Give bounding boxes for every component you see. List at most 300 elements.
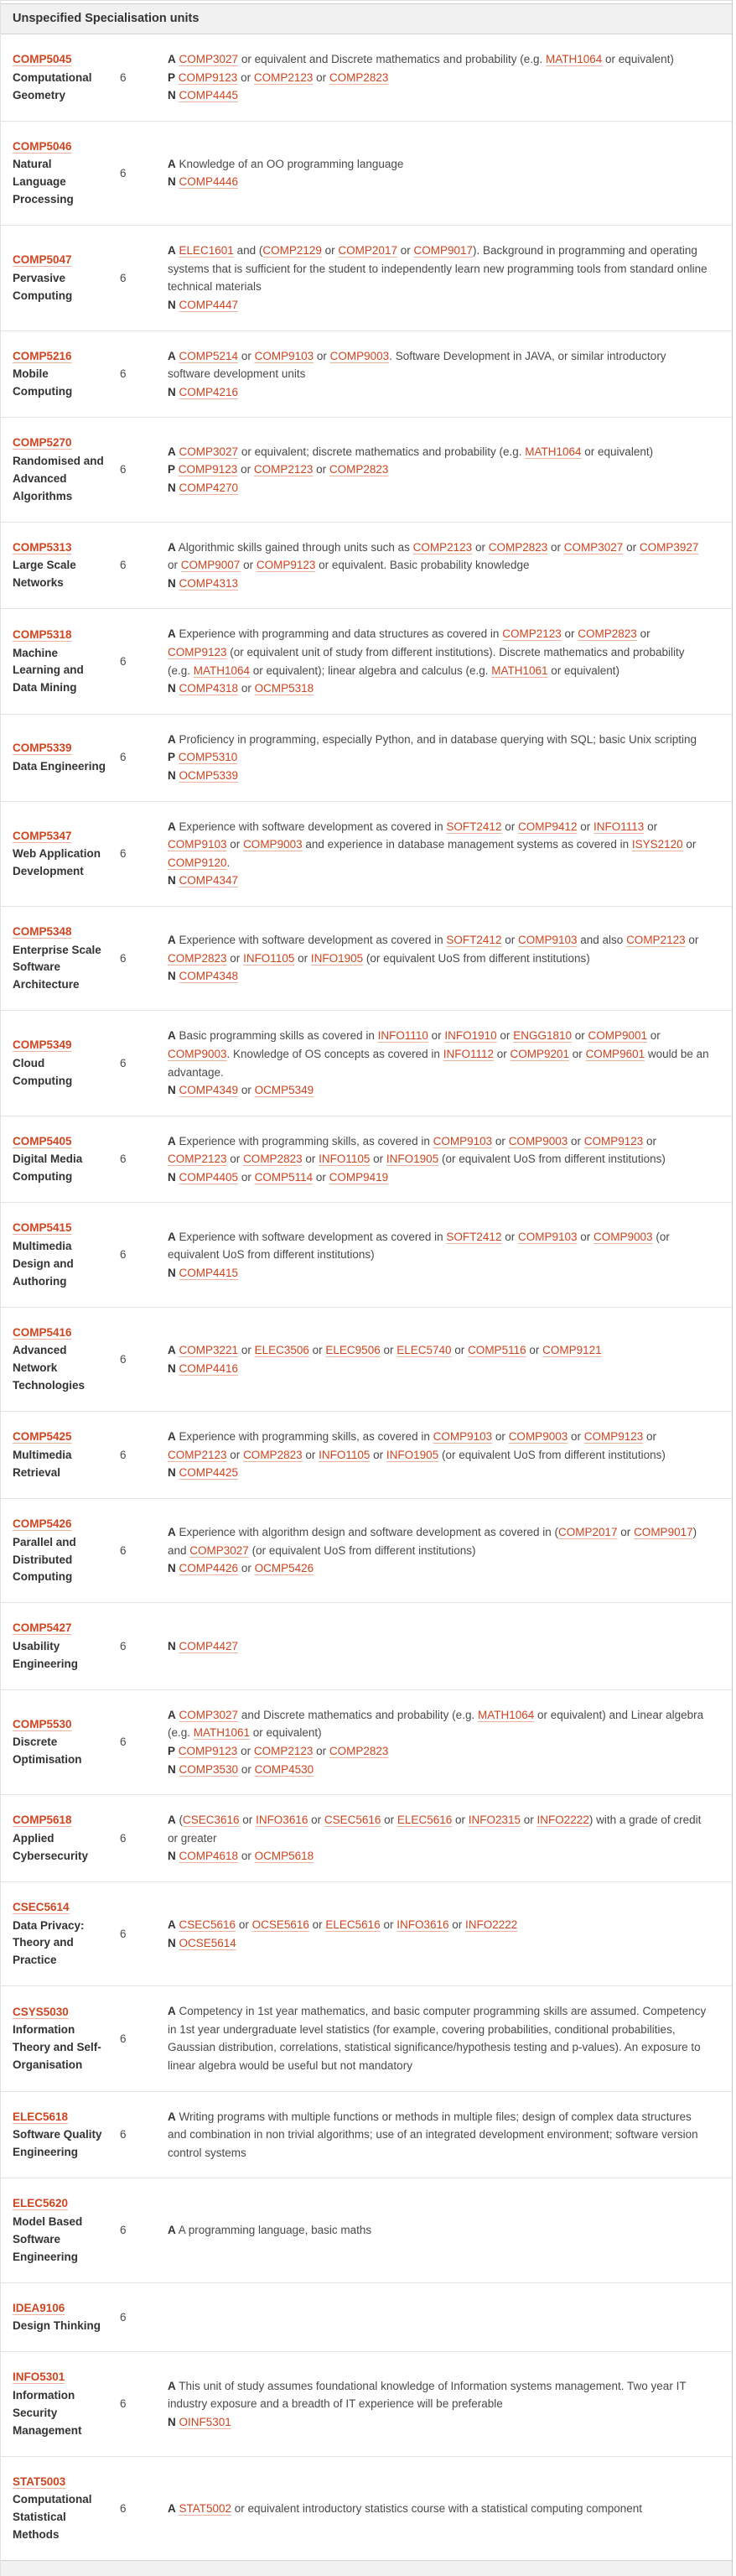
unit-code-link[interactable]: COMP5425 [13, 1430, 72, 1444]
unit-link[interactable]: COMP9123 [583, 1134, 644, 1147]
unit-link[interactable]: COMP9121 [542, 1343, 602, 1356]
unit-link[interactable]: COMP3027 [179, 53, 239, 65]
unit-link[interactable]: COMP4618 [179, 1850, 239, 1863]
unit-link[interactable]: COMP9017 [413, 244, 474, 258]
unit-requisites: A Algorithmic skills gained through units such as COMP2123 or COMP2823 or COMP3027 or COMP3927 or COMP9007 or COMP9123 or equivalent. Basic probability knowledge N COMP4313 [168, 540, 699, 590]
requisite-type-label: N [168, 682, 176, 695]
unit-link[interactable]: INFO3616 [256, 1814, 308, 1827]
unit-link[interactable]: COMP4425 [179, 1466, 239, 1480]
unit-credit-points: 6 [120, 951, 127, 965]
unit-link[interactable]: INFO1105 [243, 951, 295, 965]
requisite-type-label: N [168, 1361, 176, 1375]
requisite-type-label: A [168, 1918, 176, 1932]
unit-name: Computational Geometry [13, 70, 92, 101]
unit-link[interactable]: INFO1105 [319, 1153, 371, 1166]
unit-link[interactable]: COMP3027 [189, 1543, 249, 1557]
unit-link[interactable]: COMP9003 [168, 1047, 227, 1060]
requisite-type-label: A [168, 540, 176, 554]
requisite-type-label: A [168, 2110, 176, 2123]
requisite-type-label: A [168, 2005, 176, 2018]
unit-row [1, 226, 732, 330]
unit-link[interactable]: MATH1064 [546, 53, 603, 65]
unit-link[interactable]: COMP9103 [168, 838, 227, 851]
unit-link[interactable]: OCMP5618 [254, 1850, 314, 1863]
unit-credit-points: 6 [120, 2032, 127, 2045]
unit-name: Information Theory and Self-Organisation [13, 2023, 101, 2072]
unit-code-cell [1, 331, 111, 418]
unit-name: Natural Language Processing [13, 158, 74, 206]
unit-link[interactable]: COMP3927 [639, 540, 699, 554]
unit-code-link[interactable]: COMP5348 [13, 924, 72, 938]
requisite-type-label: A [168, 445, 176, 458]
unit-link[interactable]: INFO1905 [386, 1153, 439, 1166]
unit-code-link[interactable]: COMP5618 [13, 1814, 72, 1827]
unit-code-cell [1, 1603, 111, 1689]
requisite-type-label: P [168, 70, 176, 84]
unit-link[interactable]: INFO2315 [468, 1814, 521, 1827]
unit-code-link[interactable]: COMP5047 [13, 253, 72, 267]
unit-link[interactable]: OCMP5349 [254, 1084, 314, 1097]
unit-credit-points: 6 [120, 166, 127, 180]
unit-link[interactable]: COMP2823 [329, 1744, 389, 1757]
unit-link[interactable]: COMP4447 [179, 298, 239, 311]
requisite-type-label: N [168, 1639, 176, 1652]
unit-link[interactable]: COMP2823 [168, 951, 227, 965]
unit-code-cell [1, 418, 111, 521]
unit-credit-points: 6 [120, 2501, 127, 2515]
unit-credit-points: 6 [120, 367, 127, 381]
unit-link[interactable]: COMP9003 [593, 1230, 653, 1243]
unit-link[interactable]: COMP9003 [508, 1134, 568, 1147]
unit-requisites: A Experience with programming skills, as covered in COMP9103 or COMP9003 or COMP9123 or COMP2123 or COMP2823 or INFO1105 or INFO1905 (or equivalent UoS from different institutions) N COMP4425 [168, 1430, 666, 1480]
unit-name: Computational Statistical Methods [13, 2493, 92, 2542]
unit-row [1, 1499, 732, 1603]
unit-row [1, 34, 732, 122]
unit-link[interactable]: COMP9103 [517, 1230, 578, 1243]
unit-credit-points: 6 [120, 2397, 127, 2411]
requisite-type-label: A [168, 53, 176, 65]
unit-link[interactable]: COMP9103 [433, 1430, 493, 1444]
unit-credit-points: 6 [120, 1831, 127, 1845]
unit-requisites: A COMP3027 or equivalent and Discrete mathematics and probability (e.g. MATH1064 or equivalent) P COMP9123 or COMP2123 or COMP2823 N COMP4445 [168, 53, 674, 102]
unit-link[interactable]: CSEC3616 [183, 1814, 240, 1827]
unit-link[interactable]: COMP2123 [253, 463, 314, 476]
unit-code-link[interactable]: COMP5427 [13, 1621, 72, 1635]
unit-link[interactable]: SOFT2412 [446, 1230, 502, 1243]
requisite-type-label: A [168, 820, 176, 833]
unit-requisites: A Knowledge of an OO programming language N COMP4446 [168, 157, 404, 189]
requisite-type-label: N [168, 2415, 176, 2428]
unit-code-link[interactable]: IDEA9106 [13, 2301, 65, 2314]
requisite-type-label: N [168, 385, 176, 398]
unit-credit-points: 6 [120, 846, 127, 860]
unit-name: Software Quality Engineering [13, 2128, 102, 2159]
unit-link[interactable]: COMP9003 [508, 1430, 568, 1444]
unit-link[interactable]: OCMP5318 [254, 682, 314, 695]
unit-link[interactable]: COMP2123 [253, 70, 314, 84]
unit-row [1, 2457, 732, 2560]
unit-row [1, 1203, 732, 1307]
requisite-type-label: A [168, 2379, 176, 2392]
unit-link[interactable]: COMP4216 [179, 385, 239, 398]
unit-requisites: A COMP5214 or COMP9103 or COMP9003. Software Development in JAVA, or similar introductory software development units N COMP4216 [168, 349, 666, 398]
unit-name: Digital Media Computing [13, 1153, 83, 1184]
requisite-type-label: A [168, 1430, 176, 1444]
unit-link[interactable]: ELEC5616 [397, 1814, 453, 1827]
unit-code-cell [1, 907, 111, 1010]
requisite-type-label: P [168, 751, 176, 764]
unit-credit-points: 6 [120, 2224, 127, 2237]
unit-link[interactable]: COMP9123 [178, 1744, 238, 1757]
unit-link[interactable]: ELEC1601 [179, 244, 234, 258]
unit-link[interactable]: COMP9123 [168, 646, 227, 659]
unit-name: Randomised and Advanced Algorithms [13, 454, 104, 502]
unit-code-link[interactable]: CSYS5030 [13, 2005, 69, 2018]
unit-link[interactable]: COMP9001 [588, 1029, 648, 1043]
unit-code-cell [1, 1499, 111, 1602]
unit-link[interactable]: ELEC3506 [254, 1343, 309, 1356]
unit-link[interactable]: ELEC5740 [397, 1343, 452, 1356]
requisite-type-label: A [168, 1526, 176, 1539]
unit-row [1, 2283, 732, 2353]
unit-credit-points: 6 [120, 1639, 127, 1652]
unit-link[interactable]: COMP4416 [179, 1361, 239, 1375]
unit-link[interactable]: COMP9123 [583, 1430, 644, 1444]
requisite-type-label: N [168, 481, 176, 494]
unit-link[interactable]: COMP4347 [179, 874, 239, 887]
unit-name: Design Thinking [13, 2319, 101, 2333]
unit-code-cell [1, 1203, 111, 1306]
unit-requisites: A Experience with software development as covered in SOFT2412 or COMP9103 and also COMP2123 or COMP2823 or INFO1105 or INFO1905 (or equivalent UoS from different institutions) N COMP4348 [168, 934, 699, 983]
unit-link[interactable]: COMP5116 [468, 1343, 526, 1356]
unit-link[interactable]: OCMP5339 [179, 769, 239, 782]
requisite-type-label: N [168, 769, 176, 782]
requisite-type-label: N [168, 298, 176, 311]
unit-link[interactable]: COMP2123 [412, 540, 473, 554]
requisite-type-label: A [168, 244, 176, 258]
requisite-type-label: A [168, 1343, 176, 1356]
unit-link[interactable]: COMP2823 [329, 70, 389, 84]
unit-link[interactable]: COMP9120 [168, 856, 227, 869]
unit-code-link[interactable]: COMP5045 [13, 53, 72, 66]
unit-link[interactable]: INFO3616 [397, 1918, 449, 1932]
unit-code-link[interactable]: INFO5301 [13, 2370, 65, 2384]
unit-link[interactable]: COMP5114 [254, 1170, 314, 1184]
unit-link[interactable]: COMP2823 [329, 463, 389, 476]
unit-link[interactable]: COMP9103 [517, 934, 578, 947]
unit-link[interactable]: CSEC5616 [179, 1918, 236, 1932]
unit-link[interactable]: COMP9103 [433, 1134, 493, 1147]
requisite-type-label: A [168, 1029, 176, 1043]
unit-link[interactable]: ISYS2120 [631, 838, 683, 851]
unit-code-cell [1, 1116, 111, 1203]
unit-code-cell [1, 1690, 111, 1794]
unit-credit-points: 6 [120, 1056, 127, 1069]
requisite-type-label: N [168, 874, 176, 887]
unit-row [1, 1882, 732, 1986]
unit-link[interactable]: CSEC5616 [324, 1814, 381, 1827]
unit-code-cell [1, 1882, 111, 1985]
unit-link[interactable]: COMP4446 [179, 175, 239, 189]
unit-link[interactable]: COMP2123 [502, 627, 562, 641]
unit-row [1, 331, 732, 419]
unit-link[interactable]: SOFT2412 [446, 934, 502, 947]
unit-name: Discrete Optimisation [13, 1736, 82, 1767]
unit-code-cell [1, 1795, 111, 1881]
unit-row [1, 1986, 732, 2091]
unit-code-link[interactable]: COMP5347 [13, 829, 72, 842]
requisite-type-label: P [168, 1744, 176, 1757]
unit-code-cell [1, 34, 111, 121]
requisite-type-label: N [168, 1850, 176, 1863]
unit-credit-points: 6 [120, 1543, 127, 1557]
requisite-type-label: N [168, 970, 176, 983]
requisite-type-label: A [168, 1134, 176, 1147]
unit-requisites: A Experience with algorithm design and software development as covered in (COMP2017 or COMP9017) and COMP3027 (or equivalent UoS from different institutions) N COMP4426 or OCMP5426 [168, 1526, 697, 1575]
unit-link[interactable]: COMP4405 [179, 1170, 239, 1184]
unit-requisites: A A programming language, basic maths [168, 2224, 372, 2237]
unit-code-link[interactable]: COMP5530 [13, 1717, 72, 1730]
unit-link[interactable]: COMP3221 [179, 1343, 239, 1356]
unit-code-cell [1, 2178, 111, 2282]
unit-link[interactable]: COMP4270 [179, 481, 239, 494]
unit-row [1, 2352, 732, 2456]
unit-credit-points: 6 [120, 1352, 127, 1366]
unit-link[interactable]: INFO1112 [443, 1047, 494, 1060]
unit-row [1, 1011, 732, 1116]
unit-row [1, 907, 732, 1011]
unit-link[interactable]: COMP9419 [329, 1170, 389, 1184]
unit-name: Multimedia Retrieval [13, 1448, 72, 1479]
unit-link[interactable]: OCMP5426 [254, 1562, 314, 1575]
requisite-type-label: A [168, 1230, 176, 1243]
unit-name: Pervasive Computing [13, 271, 73, 302]
unit-row [1, 122, 732, 226]
unit-requisites [158, 1603, 732, 1689]
next-section-header-partial [1, 2560, 732, 2576]
unit-credit-points: 6 [120, 70, 127, 84]
unit-requisites: A Proficiency in programming, especially Python, and in database querying with SQL; basic Unix scripting P COMP5310 N OCMP5339 [168, 732, 697, 782]
unit-requisites: A COMP3027 and Discrete mathematics and probability (e.g. MATH1064 or equivalent) and Linear algebra (e.g. MATH1061 or equivalent) P COMP9123 or COMP2123 or COMP2823 N COMP3530 or COMP4530 [168, 1708, 704, 1776]
unit-link[interactable]: MATH1061 [491, 664, 548, 677]
unit-code-link[interactable]: COMP5046 [13, 139, 72, 153]
unit-name: Applied Cybersecurity [13, 1831, 89, 1862]
unit-code-cell [1, 523, 111, 609]
unit-link[interactable]: COMP2017 [338, 244, 397, 258]
unit-name: Information Security Management [13, 2388, 82, 2437]
unit-link[interactable]: OCSE5614 [179, 1936, 236, 1949]
unit-credit-points: 6 [120, 1736, 127, 1749]
requisite-type-label: N [168, 1562, 176, 1575]
unit-code-link[interactable]: COMP5313 [13, 540, 72, 554]
unit-link[interactable]: ENGG1810 [513, 1029, 572, 1043]
requisite-type-label: A [168, 2224, 176, 2237]
section-title: Unspecified Specialisation units [13, 12, 200, 25]
unit-link[interactable]: COMP9007 [180, 559, 241, 572]
unit-code-link[interactable]: ELEC5618 [13, 2110, 69, 2123]
unit-row [1, 523, 732, 610]
unit-code-cell [1, 1412, 111, 1498]
unit-credit-points: 6 [120, 1448, 127, 1461]
requisite-type-label: N [168, 1762, 176, 1776]
unit-link[interactable]: INFO1113 [593, 820, 645, 833]
unit-requisites: A Basic programming skills as covered in INFO1110 or INFO1910 or ENGG1810 or COMP9001 or COMP9003. Knowledge of OS concepts as covered in INFO1112 or COMP9201 or COMP9601 would be an advantage. N COMP4349 or OCMP5349 [168, 1029, 709, 1097]
requisite-type-label: A [168, 627, 176, 641]
unit-name: Large Scale Networks [13, 559, 76, 590]
unit-link[interactable]: COMP2823 [578, 627, 637, 641]
unit-link[interactable]: COMP2123 [168, 1153, 227, 1166]
unit-link[interactable]: COMP2123 [626, 934, 686, 947]
unit-link[interactable]: COMP9103 [254, 349, 314, 362]
unit-credit-points: 6 [120, 2128, 127, 2141]
unit-link[interactable]: COMP9412 [517, 820, 578, 833]
unit-link[interactable]: MATH1061 [193, 1726, 251, 1740]
unit-code-cell [1, 1986, 111, 2090]
unit-code-cell [1, 2092, 111, 2178]
unit-link[interactable]: COMP3027 [179, 1708, 239, 1721]
unit-row [1, 1116, 732, 1204]
unit-row [1, 2092, 732, 2179]
unit-name: Parallel and Distributed Computing [13, 1535, 76, 1584]
requisite-type-label: A [168, 2501, 176, 2515]
unit-link[interactable]: COMP4415 [179, 1266, 239, 1279]
unit-name: Data Engineering [13, 760, 106, 773]
unit-name: Mobile Computing [13, 367, 73, 398]
requisite-type-label: N [168, 1170, 176, 1184]
unit-link[interactable]: COMP4530 [254, 1762, 314, 1776]
unit-link[interactable]: MATH1064 [525, 445, 582, 458]
section-header [1, 4, 732, 34]
unit-link[interactable]: COMP2017 [558, 1526, 618, 1539]
unit-requisites: A STAT5002 or equivalent introductory statistics course with a statistical computing component [168, 2501, 643, 2515]
unit-link[interactable]: COMP4313 [179, 576, 239, 590]
unit-code-link[interactable]: CSEC5614 [13, 1900, 70, 1913]
unit-code-link[interactable]: COMP5270 [13, 436, 72, 450]
unit-row [1, 1603, 732, 1689]
unit-name: Usability Engineering [13, 1639, 79, 1670]
unit-link[interactable]: COMP3530 [179, 1762, 239, 1776]
unit-code-cell [1, 2457, 111, 2560]
unit-row [1, 1795, 732, 1882]
unit-link[interactable]: COMP2823 [488, 540, 548, 554]
unit-code-link[interactable]: COMP5415 [13, 1221, 72, 1235]
unit-link[interactable]: COMP4426 [179, 1562, 239, 1575]
unit-credit-points: 6 [120, 271, 127, 284]
unit-code-link[interactable]: COMP5216 [13, 349, 72, 362]
unit-link[interactable]: COMP9017 [634, 1526, 693, 1539]
unit-code-link[interactable]: COMP5405 [13, 1134, 72, 1147]
unit-code-link[interactable]: COMP5339 [13, 742, 72, 755]
requisite-type-label: A [168, 349, 176, 362]
unit-name: Machine Learning and Data Mining [13, 646, 84, 695]
unit-code-link[interactable]: ELEC5620 [13, 2197, 69, 2210]
unit-name: Web Application Development [13, 847, 101, 878]
unit-link[interactable]: COMP9601 [585, 1047, 645, 1060]
unit-name: Data Privacy: Theory and Practice [13, 1918, 85, 1967]
unit-link[interactable]: COMP5214 [179, 349, 239, 362]
unit-code-cell [1, 122, 111, 225]
unit-link[interactable]: INFO1110 [377, 1029, 428, 1043]
unit-link[interactable]: COMP9201 [510, 1047, 570, 1060]
unit-code-link[interactable]: COMP5318 [13, 627, 72, 641]
requisite-type-label: N [168, 89, 176, 102]
unit-link[interactable]: COMP2123 [253, 1744, 314, 1757]
unit-code-cell [1, 1308, 111, 1411]
unit-link[interactable]: INFO2222 [536, 1814, 589, 1827]
unit-code-cell [1, 1011, 111, 1115]
unit-requisites: A Competency in 1st year mathematics, and basic computer programming skills are assumed. Competency in 1st year undergraduate level statistics (for example, covering probabilities, conditional probabilities, Gaussian distribution, correlations, statistical significance/hypothesis testing and p-values). An exposure to linear algebra would be useful but not mandatory [168, 2005, 707, 2073]
unit-code-link[interactable]: COMP5426 [13, 1517, 72, 1530]
unit-link[interactable]: INFO1905 [386, 1448, 439, 1461]
unit-rows-container [1, 34, 732, 2560]
requisite-type-label: P [168, 463, 176, 476]
unit-link[interactable]: COMP2823 [243, 1153, 303, 1166]
unit-requisites: A COMP3027 or equivalent; discrete mathematics and probability (e.g. MATH1064 or equivalent) P COMP9123 or COMP2123 or COMP2823 N COMP4270 [168, 445, 654, 494]
unit-name: Advanced Network Technologies [13, 1344, 86, 1392]
unit-link[interactable]: ELEC9506 [325, 1343, 381, 1356]
requisite-type-label: A [168, 934, 176, 947]
unit-code-cell [1, 609, 111, 713]
unit-link[interactable]: SOFT2412 [446, 820, 502, 833]
unit-code-cell [1, 226, 111, 330]
unit-code-cell [1, 2352, 111, 2455]
unit-link[interactable]: COMP4348 [179, 970, 239, 983]
requisite-type-label: A [168, 1814, 176, 1827]
requisite-type-label: N [168, 1084, 176, 1097]
unit-link[interactable]: COMP9003 [329, 349, 390, 362]
unit-credit-points: 6 [120, 463, 127, 476]
unit-link[interactable]: COMP9123 [178, 463, 238, 476]
unit-link[interactable]: COMP2129 [262, 244, 322, 258]
unit-link[interactable]: COMP4349 [179, 1084, 239, 1097]
requisite-type-label: N [168, 1466, 176, 1480]
unit-code-link[interactable]: COMP5349 [13, 1038, 72, 1052]
unit-link[interactable]: COMP4445 [179, 89, 239, 102]
unit-link[interactable]: COMP2823 [243, 1448, 303, 1461]
unit-requisites: A (CSEC3616 or INFO3616 or CSEC5616 or ELEC5616 or INFO2315 or INFO2222) with a grade of credit or greater N COMP4618 or OCMP5618 [168, 1814, 702, 1863]
unit-link[interactable]: INFO2222 [465, 1918, 518, 1932]
unit-link[interactable]: COMP9123 [178, 70, 238, 84]
unit-link[interactable]: INFO1905 [310, 951, 364, 965]
unit-requisites: A COMP3221 or ELEC3506 or ELEC9506 or ELEC5740 or COMP5116 or COMP9121 N COMP4416 [168, 1343, 602, 1375]
unit-link[interactable]: OINF5301 [179, 2415, 231, 2428]
unit-link[interactable]: COMP3027 [179, 445, 239, 458]
unit-link[interactable]: COMP4427 [179, 1639, 239, 1652]
unit-link[interactable]: MATH1064 [477, 1708, 535, 1721]
unit-code-link[interactable]: STAT5003 [13, 2475, 66, 2488]
unit-row [1, 418, 732, 522]
unit-link[interactable]: COMP9003 [243, 838, 303, 851]
requisite-type-label: N [168, 1266, 176, 1279]
unit-link[interactable]: COMP4318 [179, 682, 239, 695]
unit-link[interactable]: OCSE5616 [251, 1918, 309, 1932]
unit-credit-points: 6 [120, 2310, 127, 2324]
unit-code-link[interactable]: COMP5416 [13, 1325, 72, 1339]
unit-link[interactable]: STAT5002 [179, 2501, 232, 2515]
unit-link[interactable]: ELEC5616 [325, 1918, 381, 1932]
unit-requisites: A CSEC5616 or OCSE5616 or ELEC5616 or INFO3616 or INFO2222 N OCSE5614 [168, 1918, 518, 1949]
unit-link[interactable]: COMP9123 [256, 559, 316, 572]
unit-link[interactable]: INFO1910 [444, 1029, 497, 1043]
unit-row [1, 1412, 732, 1499]
unit-link[interactable]: COMP2123 [168, 1448, 227, 1461]
unit-requisites [158, 2283, 732, 2352]
unit-link[interactable]: INFO1105 [319, 1448, 371, 1461]
unit-link[interactable]: MATH1064 [193, 664, 251, 677]
unit-name: Cloud Computing [13, 1056, 73, 1087]
unit-link[interactable]: COMP3027 [563, 540, 624, 554]
unit-link[interactable]: COMP5310 [178, 751, 238, 764]
